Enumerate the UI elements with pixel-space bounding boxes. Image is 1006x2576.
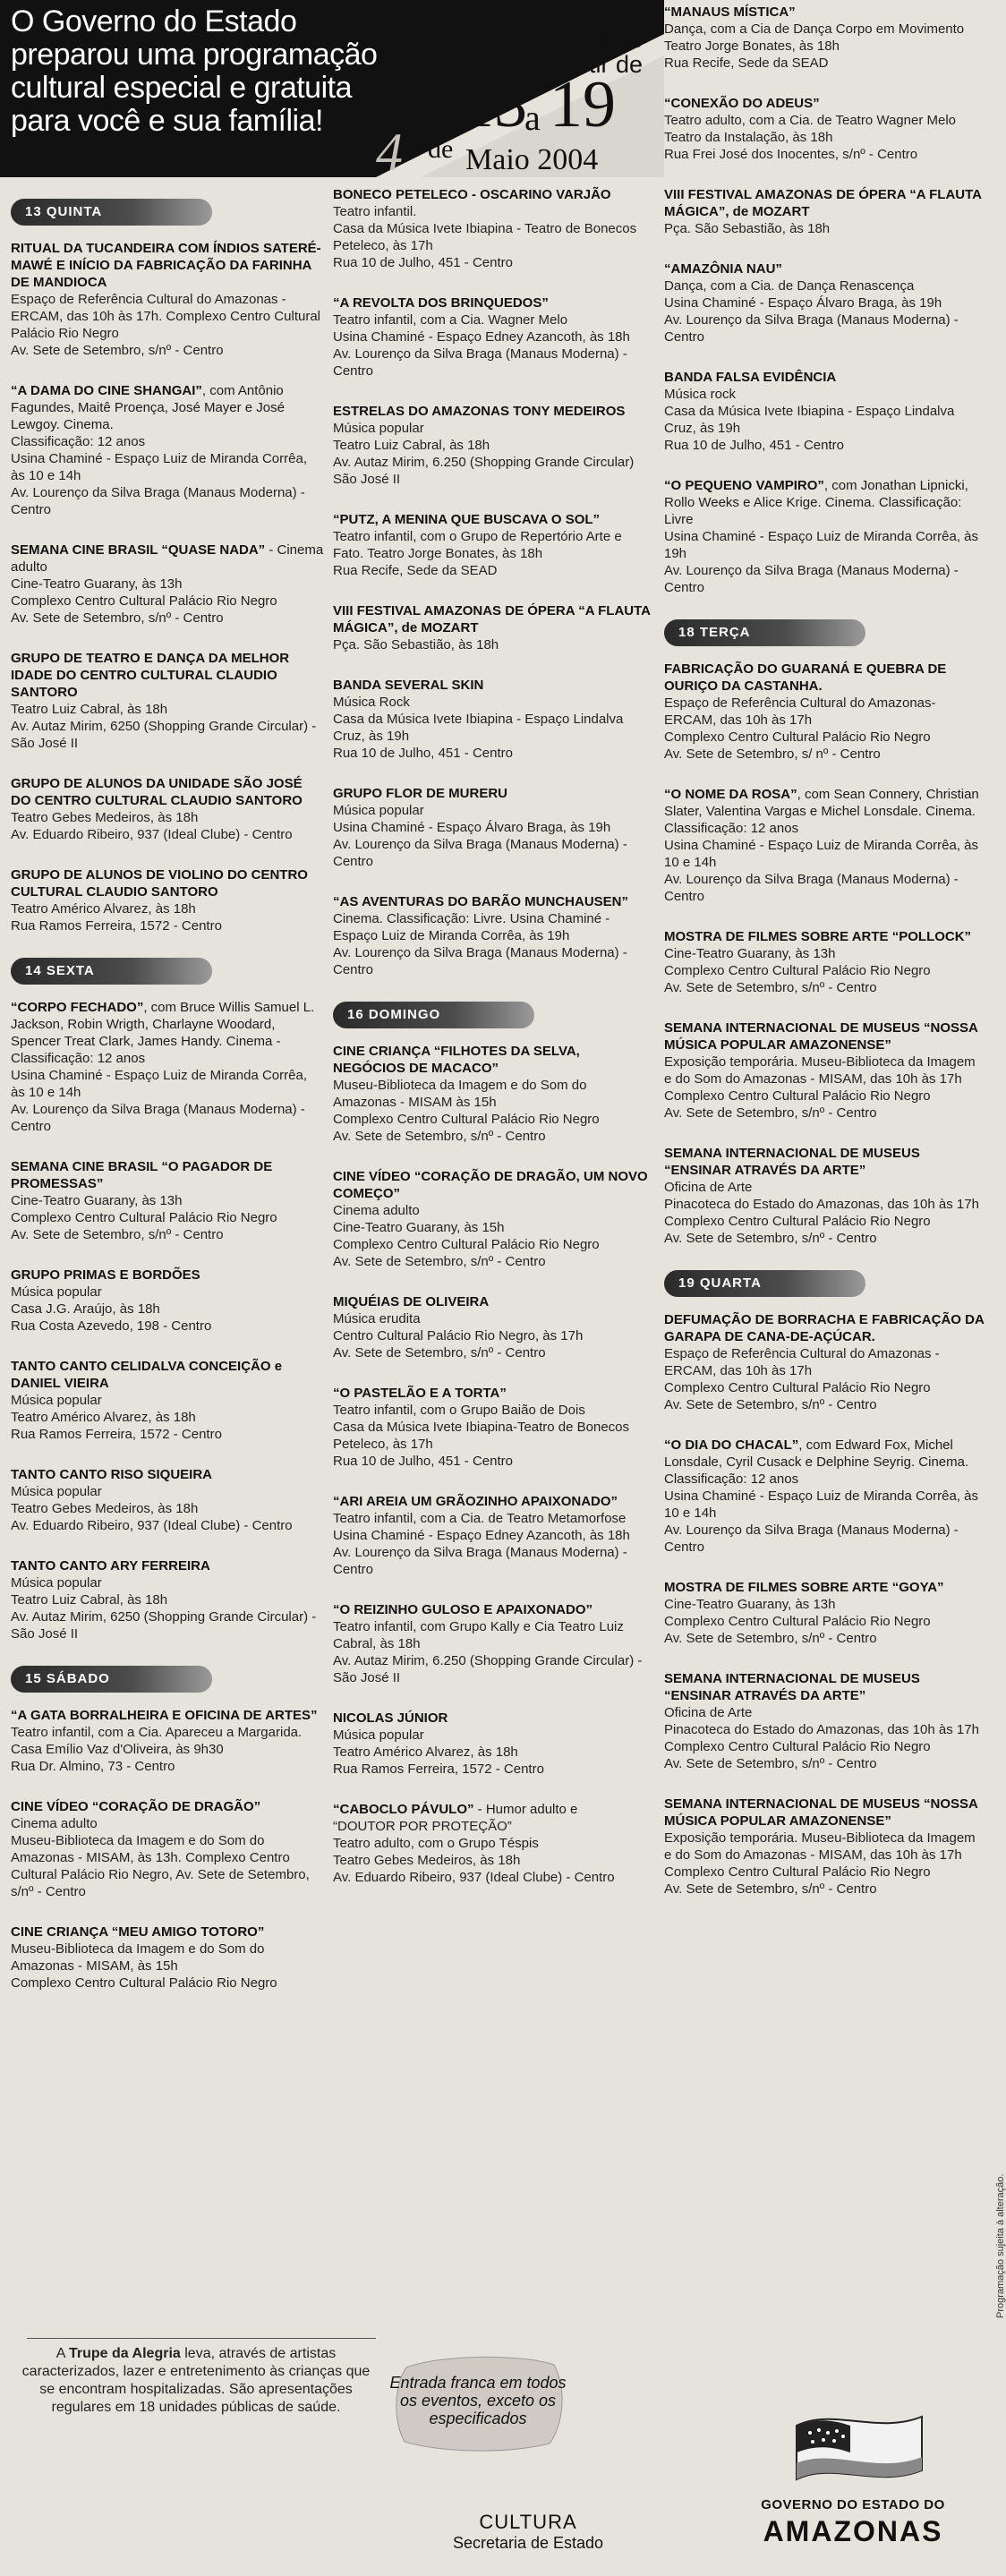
event-detail: Complexo Centro Cultural Palácio Rio Negro bbox=[664, 963, 931, 978]
event-detail: Av. Sete de Setembro, s/nº - Centro bbox=[664, 1105, 877, 1121]
event-detail: Usina Chaminé - Espaço Edney Azancoth, às 18h bbox=[333, 329, 630, 345]
event-title: VIII FESTIVAL AMAZONAS DE ÓPERA “A FLAUTA MÁGICA”, de MOZART bbox=[333, 603, 651, 635]
event-listing bbox=[333, 1385, 651, 1470]
event-detail: Espaço de Referência Cultural do Amazonas - ERCAM, das 10h às 17h bbox=[664, 1346, 940, 1378]
event-detail: Música popular bbox=[333, 803, 424, 818]
day-header: 14 SEXTA bbox=[11, 958, 212, 985]
event-detail: Classificação: 12 anos bbox=[11, 434, 146, 449]
gov-label: GOVERNO DO ESTADO DO bbox=[761, 2497, 945, 2512]
event-listing bbox=[333, 1168, 651, 1270]
event-detail: Teatro Luiz Cabral, às 18h bbox=[333, 438, 490, 453]
event-title: GRUPO PRIMAS E BORDÕES bbox=[11, 1267, 200, 1283]
event-detail: Pça. São Sebastião, às 18h bbox=[664, 221, 831, 236]
event-detail: Música Rock bbox=[333, 695, 410, 710]
event-detail: Museu-Biblioteca da Imagem e do Som do Amazonas - MISAM, às 13h. Complexo Centro Cultural Palácio Rio Negro, Av. Sete de Setembro, s/nº - Centro bbox=[11, 1833, 310, 1899]
event-detail: Teatro infantil. bbox=[333, 204, 417, 219]
event-description: , com Edward Fox, Michel Lonsdale, Cyril Cusack e Delphine Seyrig. Cinema. Classificação: 12 anos bbox=[664, 1437, 969, 1487]
event-listing bbox=[664, 1670, 985, 1772]
trupe-name: Trupe da Alegria bbox=[69, 2346, 181, 2361]
event-detail: Teatro adulto, com o Grupo Téspis bbox=[333, 1836, 539, 1851]
event-listing bbox=[664, 786, 985, 905]
venha-text: Venha se divertir de bbox=[536, 26, 643, 78]
event-detail: Usina Chaminé - Espaço Luiz de Miranda Corrêa, às 10 e 14h bbox=[11, 1068, 307, 1100]
event-title: SEMANA INTERNACIONAL DE MUSEUS “ENSINAR ATRAVÉS DA ARTE” bbox=[664, 1146, 920, 1178]
event-detail: Usina Chaminé - Espaço Luiz de Miranda Corrêa, às 10 e 14h bbox=[664, 1488, 978, 1521]
event-detail: Cinema. Classificação: Livre. Usina Chaminé - Espaço Luiz de Miranda Corrêa, às 19h bbox=[333, 911, 610, 943]
day-header: 13 QUINTA bbox=[11, 199, 212, 226]
event-listing bbox=[664, 1437, 985, 1556]
event-listing bbox=[333, 785, 651, 870]
event-listing bbox=[11, 1358, 324, 1443]
event-listing bbox=[11, 1466, 324, 1534]
event-detail: Av. Sete de Setembro, s/nº - Centro bbox=[664, 1881, 877, 1897]
event-title: “A DAMA DO CINE SHANGAI” bbox=[11, 383, 202, 398]
event-title: CINE CRIANÇA “FILHOTES DA SELVA, NEGÓCIOS DE MACACO” bbox=[333, 1044, 580, 1076]
event-detail: Complexo Centro Cultural Palácio Rio Negro bbox=[664, 1864, 931, 1880]
intro-line: O Governo do Estado bbox=[11, 4, 297, 38]
event-listing bbox=[333, 1293, 651, 1361]
event-listing bbox=[333, 403, 651, 488]
event-detail: Espaço de Referência Cultural do Amazonas-ERCAM, das 10h às 17h bbox=[664, 695, 936, 728]
event-listing bbox=[664, 95, 985, 163]
event-listing bbox=[333, 294, 651, 380]
day-header: 19 QUARTA bbox=[664, 1270, 865, 1297]
event-title: GRUPO DE ALUNOS DE VIOLINO DO CENTRO CULTURAL CLAUDIO SANTORO bbox=[11, 867, 308, 900]
event-title: SEMANA INTERNACIONAL DE MUSEUS “NOSSA MÚSICA POPULAR AMAZONENSE” bbox=[664, 1796, 978, 1829]
event-detail: Música popular bbox=[333, 1727, 424, 1743]
event-detail: Cinema adulto bbox=[11, 1816, 98, 1831]
event-description: , com Sean Connery, Christian Slater, Valentina Vargas e Michel Lonsdale. Cinema. Classificação: 12 anos bbox=[664, 787, 979, 836]
event-detail: Rua Recife, Sede da SEAD bbox=[333, 563, 498, 578]
event-detail: Casa da Música Ivete Ibiapina - Espaço Lindalva Cruz, às 19h bbox=[333, 712, 624, 744]
event-detail: Cine-Teatro Guarany, às 13h bbox=[11, 1193, 183, 1208]
event-detail: Complexo Centro Cultural Palácio Rio Negro bbox=[11, 1975, 277, 1991]
event-title: GRUPO FLOR DE MURERU bbox=[333, 786, 507, 801]
event-listing bbox=[11, 1707, 324, 1775]
event-detail: Av. Sete de Setembro, s/nº - Centro bbox=[11, 343, 224, 358]
side-note: Programação sujeita à alteração. bbox=[995, 2173, 1006, 2318]
event-detail: Dança, com a Cia de Dança Corpo em Movimento bbox=[664, 21, 965, 37]
trupe-lead: A bbox=[55, 2346, 70, 2361]
day-header: 18 TERÇA bbox=[664, 619, 865, 646]
event-detail: Rua 10 de Julho, 451 - Centro bbox=[664, 438, 844, 453]
footer-divider bbox=[27, 2338, 376, 2339]
event-detail: Exposição temporária. Museu-Biblioteca da Imagem e do Som do Amazonas - MISAM, das 10h às 17h bbox=[664, 1830, 976, 1863]
event-detail: Av. Lourenço da Silva Braga (Manaus Moderna) - Centro bbox=[11, 1102, 305, 1134]
event-detail: Exposição temporária. Museu-Biblioteca da Imagem e do Som do Amazonas - MISAM, das 10h às 17h bbox=[664, 1054, 976, 1087]
column-middle bbox=[333, 186, 651, 1909]
event-detail: Música popular bbox=[333, 421, 424, 436]
event-title: BONECO PETELECO - OSCARINO VARJÃO bbox=[333, 187, 611, 202]
event-detail: Música erudita bbox=[333, 1311, 421, 1326]
event-title: NICOLAS JÚNIOR bbox=[333, 1710, 448, 1726]
event-detail: Teatro Jorge Bonates, às 18h bbox=[664, 38, 840, 54]
event-title: TANTO CANTO CELIDALVA CONCEIÇÃO e DANIEL VIEIRA bbox=[11, 1359, 283, 1391]
event-title: MOSTRA DE FILMES SOBRE ARTE “POLLOCK” bbox=[664, 929, 972, 944]
event-detail: Casa Emílio Vaz d'Oliveira, às 9h30 bbox=[11, 1742, 224, 1757]
trupe-notice bbox=[21, 2345, 371, 2417]
event-title: “AS AVENTURAS DO BARÃO MUNCHAUSEN” bbox=[333, 894, 629, 909]
cultura-subtitle: Secretaria de Estado bbox=[452, 2534, 604, 2552]
event-title: CINE VÍDEO “CORAÇÃO DE DRAGÃO, UM NOVO COMEÇO” bbox=[333, 1169, 648, 1201]
event-detail: Pça. São Sebastião, às 18h bbox=[333, 637, 499, 653]
event-detail: Museu-Biblioteca da Imagem e do Som do Amazonas - MISAM, às 15h bbox=[11, 1941, 265, 1974]
event-listing bbox=[664, 1311, 985, 1413]
event-listing bbox=[11, 650, 324, 752]
event-detail: Av. Lourenço da Silva Braga (Manaus Moderna) - Centro bbox=[664, 872, 959, 904]
event-detail: Teatro Américo Alvarez, às 18h bbox=[11, 1410, 196, 1425]
event-listing bbox=[11, 542, 324, 627]
event-title: MIQUÉIAS DE OLIVEIRA bbox=[333, 1294, 490, 1309]
event-title: “AMAZÔNIA NAU” bbox=[664, 261, 782, 277]
event-detail: Rua Dr. Almino, 73 - Centro bbox=[11, 1759, 175, 1774]
event-detail: Complexo Centro Cultural Palácio Rio Negro bbox=[11, 1210, 277, 1225]
event-description: , com Bruce Willis Samuel L. Jackson, Robin Wrigth, Charlayne Woodard, Spencer Treat Clark, James Handy. Cinema - Classificação: 12 anos bbox=[11, 1000, 315, 1066]
event-detail: Av. Sete de Setembro, s/nº - Centro bbox=[11, 610, 224, 626]
event-description: , com Jonathan Lipnicki, Rollo Weeks e Alice Krige. Cinema. Classificação: Livre bbox=[664, 478, 968, 527]
event-title: “O NOME DA ROSA” bbox=[664, 787, 797, 802]
event-listing bbox=[333, 1801, 651, 1886]
event-detail: Av. Lourenço da Silva Braga (Manaus Moderna) - Centro bbox=[664, 563, 959, 595]
event-detail: Cinema adulto bbox=[333, 1203, 420, 1218]
event-detail: Av. Eduardo Ribeiro, 937 (Ideal Clube) - Centro bbox=[11, 827, 293, 842]
event-listing bbox=[11, 382, 324, 518]
event-listing bbox=[664, 369, 985, 454]
event-title: “ARI AREIA UM GRÃOZINHO APAIXONADO” bbox=[333, 1494, 618, 1509]
event-listing bbox=[11, 866, 324, 934]
event-title: SEMANA CINE BRASIL “O PAGADOR DE PROMESSAS” bbox=[11, 1159, 273, 1191]
event-detail: Teatro Luiz Cabral, às 18h bbox=[11, 1592, 168, 1608]
event-detail: Av. Sete de Setembro, s/nº - Centro bbox=[664, 1231, 877, 1246]
event-description: Cine-Teatro Guarany, às 13h bbox=[664, 946, 836, 961]
event-title: “O REIZINHO GULOSO E APAIXONADO” bbox=[333, 1602, 593, 1617]
event-title: SEMANA INTERNACIONAL DE MUSEUS “NOSSA MÚSICA POPULAR AMAZONENSE” bbox=[664, 1020, 978, 1053]
trupe-text: leva, através de artistas caracterizados, lazer e entretenimento às crianças que se encontram hospitalizadas. São apresentações regulares em 18 unidades públicas de saúde. bbox=[21, 2346, 371, 2415]
event-detail: Teatro infantil, com a Cia. de Teatro Metamorfose bbox=[333, 1511, 627, 1526]
event-title: SEMANA CINE BRASIL “QUASE NADA” bbox=[11, 542, 266, 558]
event-detail: Usina Chaminé - Espaço Luiz de Miranda Corrêa, às 10 e 14h bbox=[664, 838, 978, 870]
event-detail: Cine-Teatro Guarany, às 15h bbox=[333, 1220, 505, 1235]
event-title: BANDA SEVERAL SKIN bbox=[333, 678, 484, 693]
event-detail: Casa da Música Ivete Ibiapina - Espaço Lindalva Cruz, às 19h bbox=[664, 404, 955, 436]
event-detail: Complexo Centro Cultural Palácio Rio Negro bbox=[664, 1739, 931, 1754]
header-intro bbox=[11, 5, 431, 138]
event-title: “O DIA DO CHACAL” bbox=[664, 1437, 799, 1453]
event-detail: Av. Autaz Mirim, 6.250 (Shopping Grande Circular) São José II bbox=[333, 455, 635, 487]
column-right bbox=[664, 4, 985, 1921]
event-listing bbox=[664, 1796, 985, 1898]
cultura-title: CULTURA bbox=[479, 2511, 577, 2533]
event-listing bbox=[664, 477, 985, 596]
event-description: - Cinema adulto bbox=[11, 542, 324, 575]
event-title: DEFUMAÇÃO DE BORRACHA E FABRICAÇÃO DA GARAPA DE CANA-DE-AÇÚCAR. bbox=[664, 1312, 985, 1344]
event-detail: Complexo Centro Cultural Palácio Rio Negro bbox=[664, 1380, 931, 1395]
event-listing bbox=[333, 602, 651, 653]
event-listing bbox=[333, 1601, 651, 1686]
event-detail: Música popular bbox=[11, 1284, 102, 1300]
event-detail: Av. Sete de Setembro, s/nº - Centro bbox=[664, 1631, 877, 1646]
event-detail: Cine-Teatro Guarany, às 13h bbox=[664, 1597, 836, 1612]
event-detail: Av. Lourenço da Silva Braga (Manaus Moderna) - Centro bbox=[333, 346, 627, 379]
date-end: 19 bbox=[550, 68, 616, 141]
event-detail: Complexo Centro Cultural Palácio Rio Negro bbox=[11, 593, 277, 609]
event-detail: Av. Lourenço da Silva Braga (Manaus Moderna) - Centro bbox=[664, 1523, 959, 1555]
event-detail: Av. Lourenço da Silva Braga (Manaus Moderna) - Centro bbox=[664, 312, 959, 345]
event-title: FABRICAÇÃO DO GUARANÁ E QUEBRA DE OURIÇO DA CASTANHA. bbox=[664, 661, 947, 694]
event-listing bbox=[11, 775, 324, 843]
event-detail: Av. Autaz Mirim, 6250 (Shopping Grande Circular) - São José II bbox=[11, 1609, 317, 1642]
event-detail: Teatro Gebes Medeiros, às 18h bbox=[333, 1853, 521, 1868]
event-detail: Rua 10 de Julho, 451 - Centro bbox=[333, 746, 513, 761]
event-detail: Av. Autaz Mirim, 6250 (Shopping Grande Circular) - São José II bbox=[11, 719, 317, 751]
event-detail: Espaço de Referência Cultural do Amazonas - ERCAM, das 10h às 17h. Complexo Centro Cultural Palácio Rio Negro bbox=[11, 292, 320, 341]
event-detail: Usina Chaminé - Espaço Luiz de Miranda Corrêa, às 19h bbox=[664, 529, 978, 561]
event-listing bbox=[664, 661, 985, 763]
event-detail: Teatro infantil, com Grupo Kally e Cia Teatro Luiz Cabral, às 18h bbox=[333, 1619, 624, 1651]
event-detail: Teatro infantil, com a Cia. Apareceu a Margarida. bbox=[11, 1725, 303, 1740]
day-header: 16 DOMINGO bbox=[333, 1002, 534, 1028]
amazonas-flag-icon bbox=[788, 2399, 931, 2488]
event-listing bbox=[11, 1923, 324, 1992]
event-detail: Av. Sete de Setembro, s/nº - Centro bbox=[664, 1756, 877, 1771]
entrada-franca: Entrada franca em todos os eventos, exceto os especificados bbox=[389, 2374, 567, 2427]
event-detail: Complexo Centro Cultural Palácio Rio Negro bbox=[664, 1088, 931, 1104]
event-detail: Complexo Centro Cultural Palácio Rio Negro bbox=[664, 1214, 931, 1229]
event-title: GRUPO DE TEATRO E DANÇA DA MELHOR IDADE DO CENTRO CULTURAL CLAUDIO SANTORO bbox=[11, 651, 290, 700]
event-title: CINE CRIANÇA “MEU AMIGO TOTORO” bbox=[11, 1924, 265, 1940]
event-detail: Av. Lourenço da Silva Braga (Manaus Moderna) - Centro bbox=[333, 945, 627, 977]
event-listing bbox=[664, 260, 985, 345]
intro-line: preparou uma programação bbox=[11, 38, 378, 72]
event-detail: “DOUTOR POR PROTEÇÃO” bbox=[333, 1819, 512, 1834]
event-detail: Rua 10 de Julho, 451 - Centro bbox=[333, 255, 513, 270]
event-listing bbox=[664, 1579, 985, 1647]
event-detail: Complexo Centro Cultural Palácio Rio Negro bbox=[333, 1112, 600, 1127]
cultura-logo bbox=[421, 2511, 635, 2553]
event-listing bbox=[11, 240, 324, 359]
event-detail: Música popular bbox=[11, 1393, 102, 1408]
event-listing bbox=[664, 1145, 985, 1247]
event-listing bbox=[333, 186, 651, 271]
event-title: ESTRELAS DO AMAZONAS TONY MEDEIROS bbox=[333, 404, 626, 419]
event-title: “MANAUS MÍSTICA” bbox=[664, 4, 796, 20]
date-start: 13 bbox=[461, 68, 527, 141]
day-header: 15 SÁBADO bbox=[11, 1666, 212, 1693]
event-listing bbox=[664, 4, 985, 72]
event-detail: Pinacoteca do Estado do Amazonas, das 10h às 17h bbox=[664, 1722, 979, 1737]
event-listing bbox=[664, 1019, 985, 1122]
event-detail: Casa J.G. Araújo, às 18h bbox=[11, 1301, 160, 1317]
event-detail: Música popular bbox=[11, 1575, 102, 1591]
event-detail: Teatro Gebes Medeiros, às 18h bbox=[11, 810, 199, 825]
event-listing bbox=[333, 1710, 651, 1778]
svg-text:4: 4 bbox=[376, 123, 403, 182]
event-detail: Música popular bbox=[11, 1484, 102, 1499]
event-detail: Av. Sete de Setembro, s/nº - Centro bbox=[664, 980, 877, 995]
event-detail: Teatro infantil, com a Cia. Wagner Melo bbox=[333, 312, 568, 328]
intro-line: cultural especial e gratuita bbox=[11, 71, 353, 105]
event-detail: Complexo Centro Cultural Palácio Rio Negro bbox=[664, 1614, 931, 1629]
event-detail: Rua 10 de Julho, 451 - Centro bbox=[333, 1454, 513, 1469]
event-detail: Casa da Música Ivete Ibiapina - Teatro de Bonecos Peteleco, às 17h bbox=[333, 221, 637, 253]
event-listing bbox=[664, 928, 985, 996]
date-month-year: Maio 2004 bbox=[465, 143, 599, 176]
event-listing bbox=[333, 1043, 651, 1145]
event-listing bbox=[11, 1267, 324, 1335]
event-detail: Av. Eduardo Ribeiro, 937 (Ideal Clube) - Centro bbox=[11, 1518, 293, 1533]
event-detail: Teatro infantil, com o Grupo Baião de Dois bbox=[333, 1403, 585, 1418]
event-title: TANTO CANTO ARY FERREIRA bbox=[11, 1558, 210, 1574]
event-detail: Rua Ramos Ferreira, 1572 - Centro bbox=[333, 1761, 544, 1777]
event-detail: Pinacoteca do Estado do Amazonas, das 10h às 17h bbox=[664, 1197, 979, 1212]
event-detail: Complexo Centro Cultural Palácio Rio Negro bbox=[664, 729, 931, 745]
event-detail: Casa da Música Ivete Ibiapina-Teatro de Bonecos Peteleco, às 17h bbox=[333, 1420, 630, 1452]
event-listing bbox=[333, 1493, 651, 1578]
event-detail: Rua Costa Azevedo, 198 - Centro bbox=[11, 1318, 212, 1334]
intro-line: para você e sua família! bbox=[11, 104, 323, 138]
event-listing bbox=[11, 999, 324, 1135]
event-detail: Usina Chaminé - Espaço Álvaro Braga, às 19h bbox=[664, 295, 942, 311]
event-detail: Av. Eduardo Ribeiro, 937 (Ideal Clube) - Centro bbox=[333, 1870, 615, 1885]
gov-name: AMAZONAS bbox=[763, 2515, 943, 2547]
event-title: MOSTRA DE FILMES SOBRE ARTE “GOYA” bbox=[664, 1580, 944, 1595]
event-title: BANDA FALSA EVIDÊNCIA bbox=[664, 370, 837, 385]
event-listing bbox=[11, 1557, 324, 1642]
event-title: “O PASTELÃO E A TORTA” bbox=[333, 1386, 507, 1401]
event-listing bbox=[333, 511, 651, 579]
event-detail: Av. Sete de Setembro, s/ nº - Centro bbox=[664, 746, 881, 762]
event-detail: Rua Ramos Ferreira, 1572 - Centro bbox=[11, 1427, 222, 1442]
event-detail: Av. Sete de Setembro, s/nº - Centro bbox=[11, 1227, 224, 1242]
event-detail: Teatro da Instalação, às 18h bbox=[664, 130, 833, 145]
event-title: “CORPO FECHADO” bbox=[11, 1000, 144, 1015]
event-detail: Rua Frei José dos Inocentes, s/nº - Centro bbox=[664, 147, 918, 162]
event-listing bbox=[11, 1158, 324, 1243]
event-title: GRUPO DE ALUNOS DA UNIDADE SÃO JOSÉ DO CENTRO CULTURAL CLAUDIO SANTORO bbox=[11, 776, 303, 808]
event-title: “CONEXÃO DO ADEUS” bbox=[664, 96, 820, 111]
event-description: , com Antônio Fagundes, Maitê Proença, José Mayer e José Lewgoy. Cinema. bbox=[11, 383, 285, 432]
event-detail: Rua Ramos Ferreira, 1572 - Centro bbox=[11, 918, 222, 934]
event-listing bbox=[11, 1798, 324, 1900]
event-detail: Usina Chaminé - Espaço Luiz de Miranda Corrêa, às 10 e 14h bbox=[11, 451, 307, 483]
event-detail: Teatro Gebes Medeiros, às 18h bbox=[11, 1501, 199, 1516]
event-title: “O PEQUENO VAMPIRO” bbox=[664, 478, 824, 493]
event-detail: Av. Lourenço da Silva Braga (Manaus Moderna) - Centro bbox=[11, 485, 305, 517]
event-detail: Usina Chaminé - Espaço Álvaro Braga, às 19h bbox=[333, 820, 611, 835]
event-detail: Av. Sete de Setembro, s/nº - Centro bbox=[664, 1397, 877, 1412]
event-detail: Av. Sete de Setembro, s/nº - Centro bbox=[333, 1129, 546, 1144]
event-detail: Teatro adulto, com a Cia. de Teatro Wagner Melo bbox=[664, 113, 957, 128]
event-listing bbox=[333, 893, 651, 978]
event-listing bbox=[333, 677, 651, 762]
event-detail: Av. Lourenço da Silva Braga (Manaus Moderna) - Centro bbox=[333, 1545, 627, 1577]
date-connector: a bbox=[524, 98, 541, 138]
event-title: RITUAL DA TUCANDEIRA COM ÍNDIOS SATERÉ-MAWÉ E INÍCIO DA FABRICAÇÃO DA FARINHA DE MANDIOCA bbox=[11, 241, 321, 290]
event-listing bbox=[664, 186, 985, 237]
event-title: “A GATA BORRALHEIRA E OFICINA DE ARTES” bbox=[11, 1708, 318, 1723]
event-detail: Av. Autaz Mirim, 6.250 (Shopping Grande Circular) - São José II bbox=[333, 1653, 643, 1685]
event-title: VIII FESTIVAL AMAZONAS DE ÓPERA “A FLAUTA MÁGICA”, de MOZART bbox=[664, 187, 982, 219]
event-detail: Oficina de Arte bbox=[664, 1180, 753, 1195]
event-title: “CABOCLO PÁVULO” bbox=[333, 1802, 474, 1817]
event-detail: Centro Cultural Palácio Rio Negro, às 17h bbox=[333, 1328, 584, 1343]
event-title: SEMANA INTERNACIONAL DE MUSEUS “ENSINAR ATRAVÉS DA ARTE” bbox=[664, 1671, 920, 1703]
date-de: de bbox=[428, 134, 454, 164]
event-detail: Teatro infantil, com o Grupo de Repertório Arte e Fato. Teatro Jorge Bonates, às 18h bbox=[333, 529, 622, 561]
event-title: TANTO CANTO RISO SIQUEIRA bbox=[11, 1467, 213, 1482]
event-detail: Teatro Luiz Cabral, às 18h bbox=[11, 702, 168, 717]
event-detail: Oficina de Arte bbox=[664, 1705, 753, 1720]
event-detail: Av. Sete de Setembro, s/nº - Centro bbox=[333, 1345, 546, 1361]
event-detail: Cine-Teatro Guarany, às 13h bbox=[11, 576, 183, 592]
event-detail: Museu-Biblioteca da Imagem e do Som do Amazonas - MISAM às 15h bbox=[333, 1078, 587, 1110]
event-description: - Humor adulto e bbox=[473, 1802, 578, 1817]
event-detail: Av. Sete de Setembro, s/nº - Centro bbox=[333, 1254, 546, 1269]
event-detail: Usina Chaminé - Espaço Edney Azancoth, às 18h bbox=[333, 1528, 630, 1543]
event-detail: Música rock bbox=[664, 387, 737, 402]
event-detail: Dança, com a Cia. de Dança Renascença bbox=[664, 278, 915, 294]
event-title: “PUTZ, A MENINA QUE BUSCAVA O SOL” bbox=[333, 512, 601, 527]
event-detail: Teatro Américo Alvarez, às 18h bbox=[333, 1744, 518, 1760]
column-left bbox=[11, 186, 324, 2015]
event-title: “A REVOLTA DOS BRINQUEDOS” bbox=[333, 295, 549, 311]
event-detail: Teatro Américo Alvarez, às 18h bbox=[11, 901, 196, 917]
event-title: CINE VÍDEO “CORAÇÃO DE DRAGÃO” bbox=[11, 1799, 261, 1814]
event-detail: Complexo Centro Cultural Palácio Rio Negro bbox=[333, 1237, 600, 1252]
event-detail: Av. Lourenço da Silva Braga (Manaus Moderna) - Centro bbox=[333, 837, 627, 869]
event-detail: Rua Recife, Sede da SEAD bbox=[664, 55, 829, 71]
